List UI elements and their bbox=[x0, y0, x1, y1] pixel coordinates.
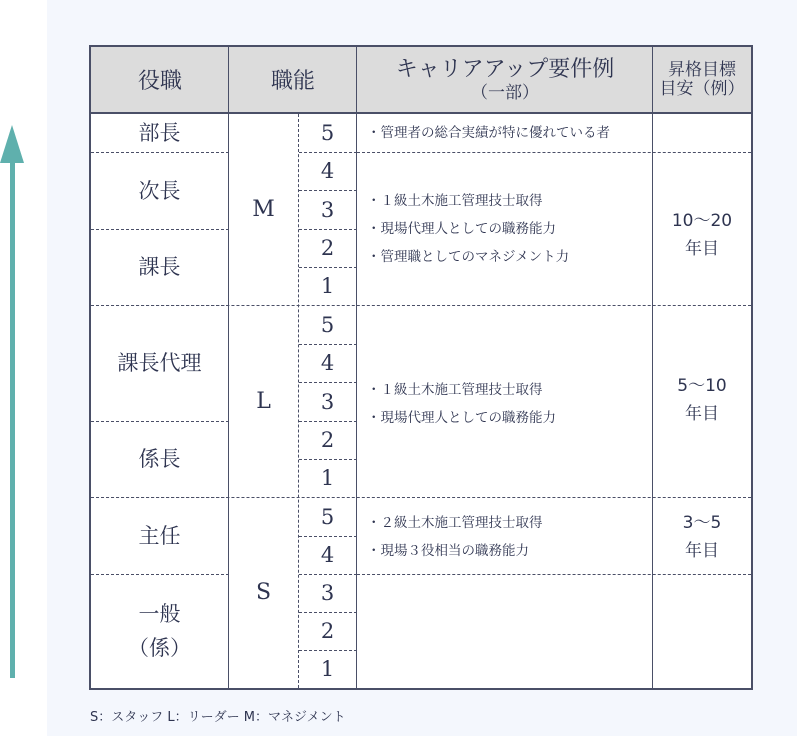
career-table bbox=[89, 45, 753, 690]
header-requirements-title: キャリアアップ要件例 bbox=[395, 56, 615, 82]
grade-cell: 5 bbox=[320, 312, 335, 337]
years-l-range: 5〜10 bbox=[677, 376, 727, 396]
years-s-unit: 年目 bbox=[685, 541, 719, 561]
req-item: ・２級土木施工管理技士取得 bbox=[367, 515, 543, 531]
years-m-unit: 年目 bbox=[685, 239, 719, 259]
req-shunin-list bbox=[367, 509, 543, 565]
req-item: ・１級土木施工管理技士取得 bbox=[367, 193, 543, 209]
years-m bbox=[653, 190, 751, 280]
role-ippan-line1: 一般 bbox=[138, 602, 181, 626]
category-m: M bbox=[252, 197, 275, 222]
grade-cell: 5 bbox=[320, 121, 335, 145]
grade-cell: 4 bbox=[320, 543, 335, 567]
req-m-list bbox=[367, 187, 569, 271]
grade-cell: 3 bbox=[320, 197, 335, 222]
role-ippan bbox=[91, 574, 228, 688]
req-item: ・現場３役相当の職務能力 bbox=[367, 543, 529, 559]
header-requirements bbox=[357, 47, 653, 112]
grade-cell: 2 bbox=[320, 619, 335, 643]
grade-cell: 1 bbox=[320, 466, 335, 490]
grade-cell: 3 bbox=[320, 581, 335, 605]
legend: S：スタッフ L：リーダー M：マネジメント bbox=[90, 710, 346, 725]
grade-cell: 4 bbox=[320, 159, 335, 183]
grade-cell: 1 bbox=[320, 657, 335, 681]
grade-cell: 4 bbox=[320, 351, 335, 375]
role-kacho: 課長 bbox=[138, 255, 181, 279]
years-s bbox=[653, 502, 751, 572]
role-jicho: 次長 bbox=[138, 178, 181, 203]
years-l bbox=[653, 365, 751, 435]
header-role: 役職 bbox=[137, 69, 182, 94]
grade-cell: 2 bbox=[320, 428, 335, 452]
req-item: ・管理職としてのマネジメント力 bbox=[367, 249, 570, 265]
header-promotion-line1: 昇格目標 bbox=[668, 59, 736, 80]
header-promotion bbox=[653, 47, 751, 112]
role-ippan-line2: （係） bbox=[128, 636, 191, 660]
role-bucho: 部長 bbox=[138, 121, 181, 145]
grade-cell: 1 bbox=[320, 274, 335, 298]
grade-cell: 2 bbox=[320, 236, 335, 260]
years-m-range: 10〜20 bbox=[671, 211, 733, 231]
years-s-range: 3〜5 bbox=[682, 513, 722, 533]
role-shunin: 主任 bbox=[138, 523, 181, 548]
req-bucho: ・管理者の総合実績が特に優れている者 bbox=[367, 125, 610, 141]
arrow-shaft bbox=[10, 158, 15, 678]
req-item: ・現場代理人としての職務能力 bbox=[367, 410, 556, 426]
role-kacho-dairi: 課長代理 bbox=[117, 351, 202, 375]
grade-cell: 5 bbox=[320, 504, 335, 529]
header-requirements-sub: （一部） bbox=[471, 82, 539, 103]
category-l: L bbox=[256, 388, 271, 414]
header-promotion-line2: 目安（例） bbox=[659, 78, 745, 99]
years-l-unit: 年目 bbox=[685, 404, 719, 424]
req-item: ・現場代理人としての職務能力 bbox=[367, 221, 556, 237]
req-item: ・１級土木施工管理技士取得 bbox=[367, 382, 543, 398]
req-l-list bbox=[367, 376, 556, 432]
req-sep bbox=[357, 574, 751, 575]
role-kakaricho: 係長 bbox=[138, 447, 181, 471]
req-sep bbox=[357, 152, 751, 153]
header-function: 職能 bbox=[270, 69, 315, 94]
grade-cell: 3 bbox=[320, 389, 335, 414]
col-divider-2 bbox=[356, 47, 357, 688]
category-s: S bbox=[255, 580, 272, 605]
